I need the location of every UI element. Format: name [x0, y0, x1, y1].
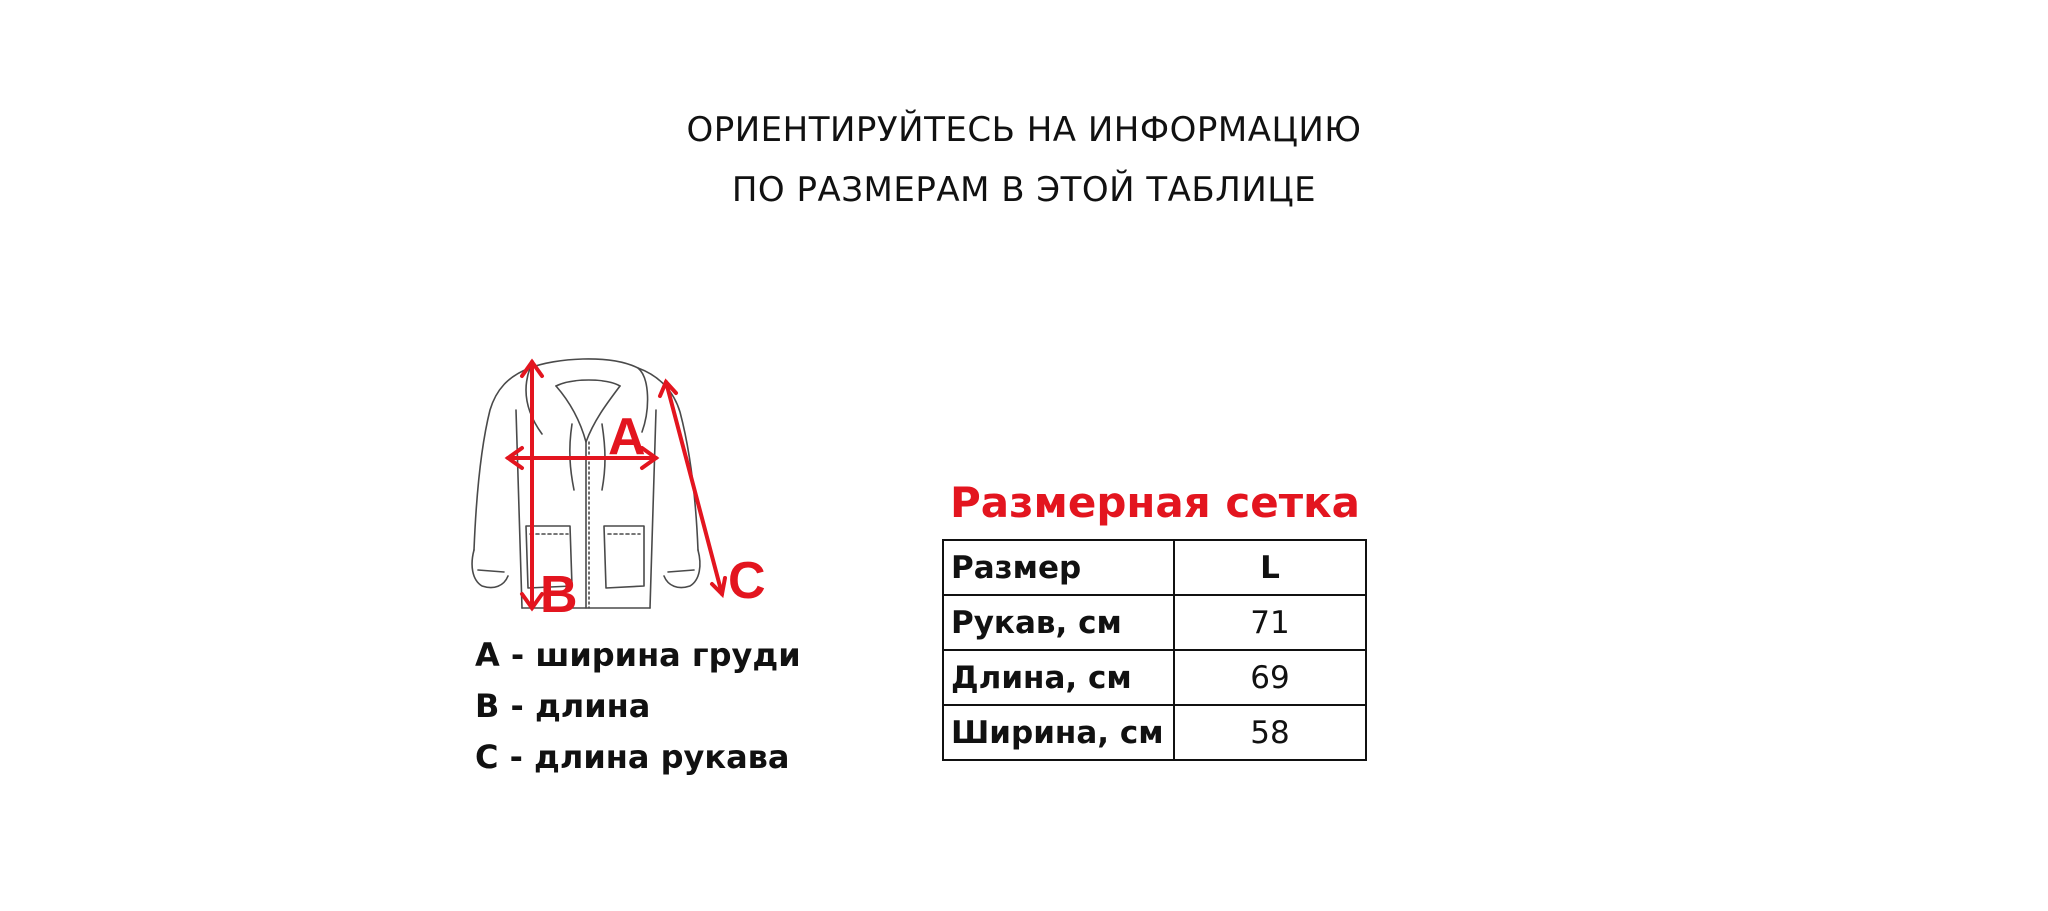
row-value-cell: 58: [1174, 705, 1366, 760]
table-header-row: [943, 540, 1366, 595]
heading-line-1: ОРИЕНТИРУЙТЕСЬ НА ИНФОРМАЦИЮ: [686, 110, 1362, 150]
legend-item-a: A - ширина груди: [475, 636, 801, 674]
label-a: A: [608, 408, 646, 466]
table-row: [943, 650, 1366, 705]
jacket-measurement-diagram: [460, 350, 780, 620]
jacket-outline: [472, 359, 700, 608]
row-value-cell: 71: [1174, 595, 1366, 650]
legend-item-c: C - длина рукава: [475, 738, 790, 776]
header-label-cell: Размер: [943, 540, 1174, 595]
size-table: [942, 539, 1367, 761]
row-label-cell: Рукав, см: [943, 595, 1174, 650]
label-b: B: [540, 566, 578, 620]
row-value-cell: 69: [1174, 650, 1366, 705]
size-table-title: Размерная сетка: [950, 478, 1360, 527]
row-label-cell: Длина, см: [943, 650, 1174, 705]
legend-item-b: B - длина: [475, 687, 651, 725]
row-label-cell: Ширина, см: [943, 705, 1174, 760]
header-size-cell: L: [1174, 540, 1366, 595]
table-row: [943, 705, 1366, 760]
table-row: [943, 595, 1366, 650]
page-heading: [0, 100, 2048, 220]
label-c: C: [728, 552, 766, 610]
measurement-legend: [475, 630, 801, 783]
heading-line-2: ПО РАЗМЕРАМ В ЭТОЙ ТАБЛИЦЕ: [731, 170, 1317, 210]
